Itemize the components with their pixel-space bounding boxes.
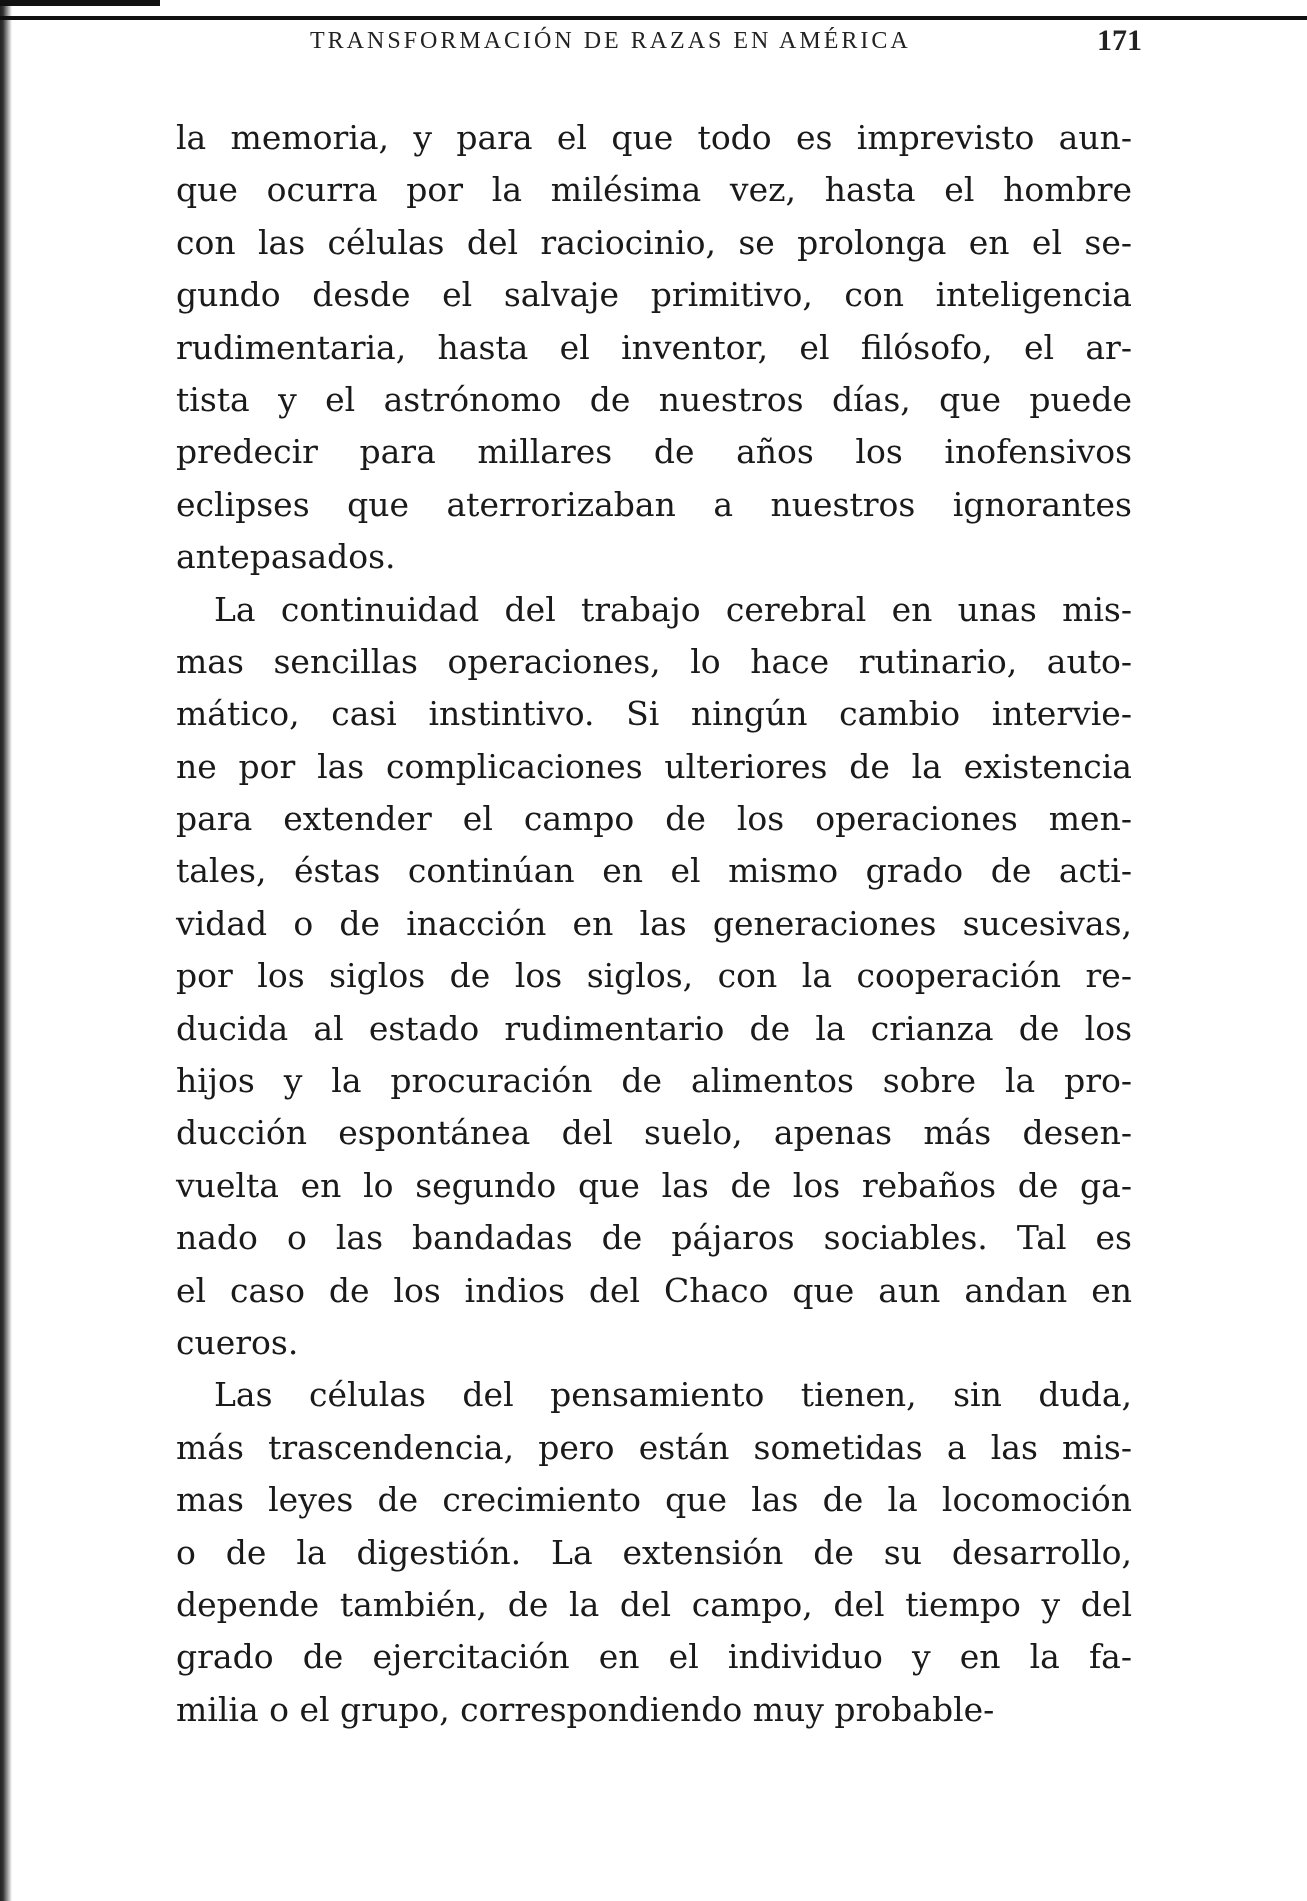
text-line: depende también, de la del campo, del tiempo y del [176, 1584, 1132, 1624]
text-line: tales, éstas continúan en el mismo grado de acti- [176, 851, 1132, 891]
text-line: predecir para millares de años los inofensivos [176, 432, 1132, 472]
text-line: antepasados. [176, 537, 396, 577]
text-line: el caso de los indios del Chaco que aun andan en [176, 1270, 1132, 1310]
text-line: rudimentaria, hasta el inventor, el filósofo, el ar- [176, 327, 1132, 367]
text-line: tista y el astrónomo de nuestros días, que puede [176, 379, 1132, 419]
text-line: para extender el campo de los operaciones men- [176, 799, 1132, 839]
text-line: vuelta en lo segundo que las de los rebaños de ga- [176, 1165, 1132, 1205]
text-line: La continuidad del trabajo cerebral en unas mis- [214, 589, 1132, 629]
paragraph [176, 1369, 1132, 1736]
text-line: que ocurra por la milésima vez, hasta el hombre [176, 170, 1132, 210]
text-line: más trascendencia, pero están sometidas a las mis- [176, 1427, 1132, 1467]
body-text [176, 112, 1132, 1736]
text-line: ducida al estado rudimentario de la crianza de los [176, 1008, 1132, 1048]
text-line: ne por las complicaciones ulteriores de la existencia [176, 746, 1132, 786]
page-number: 171 [1097, 24, 1142, 57]
header-rule-thick [0, 0, 160, 6]
text-line: gundo desde el salvaje primitivo, con inteligencia [176, 275, 1132, 315]
text-line: con las células del raciocinio, se prolonga en el se- [176, 222, 1132, 262]
text-line: o de la digestión. La extensión de su desarrollo, [176, 1532, 1132, 1572]
text-line: vidad o de inacción en las generaciones sucesivas, [176, 903, 1132, 943]
text-line: ducción espontánea del suelo, apenas más desen- [176, 1113, 1132, 1153]
text-line: mático, casi instintivo. Si ningún cambio intervie- [176, 694, 1132, 734]
text-line: grado de ejercitación en el individuo y en la fa- [176, 1637, 1132, 1677]
text-line: mas sencillas operaciones, lo hace rutinario, auto- [176, 641, 1132, 681]
text-line: cueros. [176, 1322, 299, 1362]
text-line: mas leyes de crecimiento que las de la locomoción [176, 1480, 1132, 1520]
text-line: hijos y la procuración de alimentos sobre la pro- [176, 1061, 1132, 1101]
text-line: nado o las bandadas de pájaros sociables. Tal es [176, 1218, 1132, 1258]
header-rule [0, 16, 1307, 20]
running-head-title: TRANSFORMACIÓN DE RAZAS EN AMÉRICA [310, 28, 911, 54]
paragraph [176, 584, 1132, 1370]
text-line: por los siglos de los siglos, con la cooperación re- [176, 956, 1132, 996]
page-binding-edge [0, 0, 12, 1901]
paragraph [176, 112, 1132, 584]
text-line: eclipses que aterrorizaban a nuestros ignorantes [176, 484, 1132, 524]
text-line: milia o el grupo, correspondiendo muy probable- [176, 1689, 995, 1729]
text-line: Las células del pensamiento tienen, sin duda, [214, 1375, 1132, 1415]
text-line: la memoria, y para el que todo es imprevisto aun- [176, 118, 1132, 157]
